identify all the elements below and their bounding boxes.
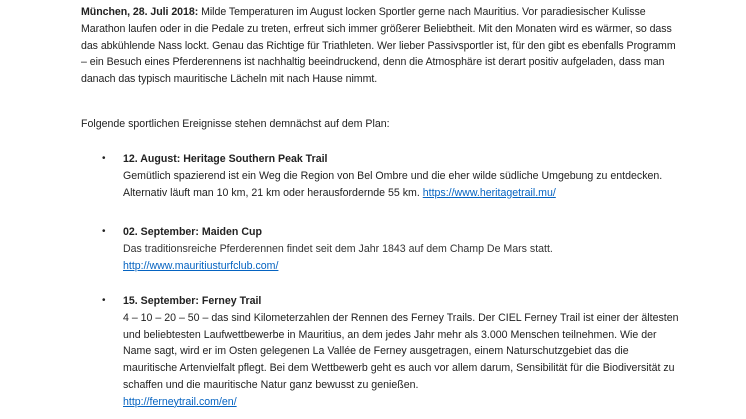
- event-description: Gemütlich spazierend ist ein Weg die Region von Bel Ombre und die eher wilde südliche Umgebung zu entdecken. Alternativ läuft man 10 km, 21 km oder herausfordernde 55 km.: [123, 169, 663, 199]
- intro-text: Milde Temperaturen im August locken Sportler gerne nach Mauritius. Vor paradiesischer Kulisse Marathon laufen oder in die Pedale zu treten, erfreut sich immer größerer Beliebtheit. Mit den Monaten wird es wärmer, so dass das abkühlende Nass lockt. Genau das Richtige für Triathleten. Wer lieber Passivsportler ist, für den gibt es ebenfalls Programm – ein Besuch eines Pferderennens ist nachhaltig beeindruckend, denn die Atmosphäre ist derart positiv aufgeladen, dass man danach das typisch mauritische Lächeln mit nach Hause nimmt.: [81, 6, 676, 86]
- event-link[interactable]: http://ferneytrail.com/en/: [123, 395, 237, 408]
- event-item-ferney-trail: [81, 293, 681, 411]
- bullet-icon: •: [102, 153, 106, 164]
- event-title: 12. August: Heritage Southern Peak Trail: [123, 153, 328, 165]
- event-description: Das traditionsreiche Pferderennen findet seit dem Jahr 1843 auf dem Champ De Mars statt.: [123, 242, 553, 255]
- event-link[interactable]: https://www.heritagetrail.mu/: [422, 186, 556, 199]
- event-item-heritage-trail: [81, 151, 681, 201]
- event-link[interactable]: http://www.mauritiusturfclub.com/: [123, 259, 279, 272]
- intro-paragraph: [81, 0, 681, 88]
- event-title: 15. September: Ferney Trail: [123, 295, 262, 307]
- event-title: 02. September: Maiden Cup: [123, 226, 262, 238]
- events-lead-text: Folgende sportlichen Ereignisse stehen demnächst auf dem Plan:: [81, 118, 390, 130]
- document-page: [81, 0, 681, 408]
- event-item-maiden-cup: [81, 224, 681, 274]
- bullet-icon: •: [102, 226, 106, 237]
- event-description: 4 – 10 – 20 – 50 – das sind Kilometerzahlen der Rennen des Ferney Trails. Der CIEL Ferney Trail ist einer der ältesten und beliebtesten Laufwettbewerbe in Mauritius, an dem jedes Jahr mehr als 3.000 Menschen teilnehmen. Wie der Name sagt, wird er im Osten gelegenen La Vallée de Ferney ausgetragen, einem Naturschutzgebiet das die mauritische Artenvielfalt pflegt. Bei dem Wettbewerb geht es auch vor allem darum, Sensibilität für die Biodiversität zu schaffen und die mauritische Natur ganz bewusst zu genießen.: [123, 311, 679, 391]
- bullet-icon: •: [102, 295, 106, 306]
- intro-date: München, 28. Juli 2018:: [81, 6, 199, 18]
